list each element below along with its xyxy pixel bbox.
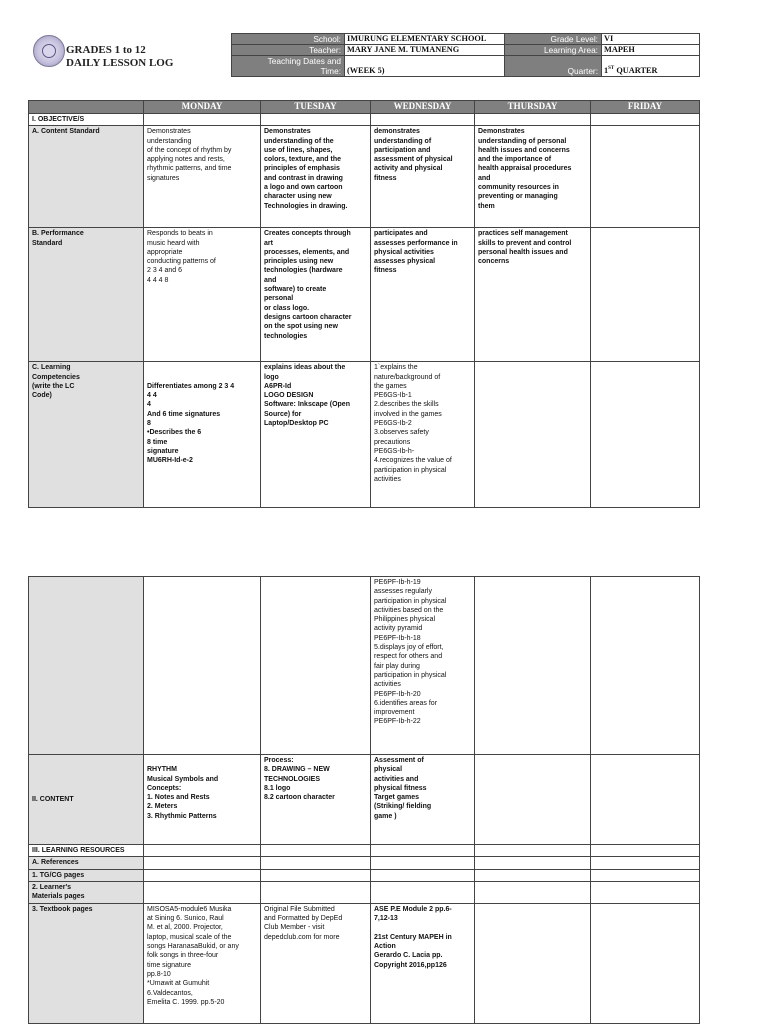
document-title bbox=[66, 44, 173, 70]
textbook-wednesday: ASE P.E Module 2 pp.6- 7,12-13 21st Century MAPEH in Action Gerardo C. Lacia pp. Copyright 2016,pp126 bbox=[371, 903, 475, 1023]
teacher-label: Teacher: bbox=[232, 45, 345, 56]
teacher-value: MARY JANE M. TUMANENG bbox=[345, 45, 505, 56]
dates-label-line-1: Teaching Dates and bbox=[267, 56, 341, 66]
day-header-wednesday: WEDNESDAY bbox=[371, 101, 475, 114]
title-line-2: DAILY LESSON LOG bbox=[66, 57, 174, 69]
competencies-monday: Differentiates among 2 3 4 4 4 4 And 6 time signatures 8 •Describes the 6 8 time signature MU6RH-Id-e-2 bbox=[144, 362, 261, 508]
quarter-number: 1 bbox=[604, 66, 609, 75]
textbook-thursday bbox=[475, 903, 591, 1023]
competencies-cont-monday bbox=[144, 577, 261, 755]
day-header-tuesday: TUESDAY bbox=[261, 101, 371, 114]
header-info-table bbox=[231, 33, 700, 77]
performance-standard-thursday: practices self management skills to prevent and control personal health issues and concerns bbox=[475, 228, 591, 362]
content-thursday bbox=[475, 755, 591, 845]
competencies-cont-tuesday bbox=[261, 577, 371, 755]
competencies-label: C. Learning Competencies (write the LC Code) bbox=[29, 362, 144, 508]
content-standard-monday: Demonstrates understanding of the concept of rhythm by applying notes and rests, rhythmic patterns, and time signatures bbox=[144, 126, 261, 228]
area-value: MAPEH bbox=[602, 45, 700, 56]
content-standard-thursday: Demonstrates understanding of personal health issues and concerns and the importance of health appraisal procedures and community resources in preventing or managing them bbox=[475, 126, 591, 228]
performance-standard-friday bbox=[591, 228, 700, 362]
content-monday: RHYTHM Musical Symbols and Concepts: 1. Notes and Rests 2. Meters 3. Rhythmic Patterns bbox=[144, 755, 261, 845]
textbook-pages-label: 3. Textbook pages bbox=[29, 903, 144, 1023]
competencies-cont-label bbox=[29, 577, 144, 755]
performance-standard-label: B. Performance Standard bbox=[29, 228, 144, 362]
title-line-1: GRADES 1 to 12 bbox=[66, 44, 146, 56]
content-standard-friday bbox=[591, 126, 700, 228]
school-label: School: bbox=[232, 34, 345, 45]
area-label: Learning Area: bbox=[505, 45, 602, 56]
competencies-wednesday: 1`explains the nature/background of the games PE6GS-Ib-1 2.describes the skills involved in the games PE6GS-Ib-2 3.observes safety precautions PE6GS-Ib-h- 4.recognizes the value of participation in physical activities bbox=[371, 362, 475, 508]
day-header-friday: FRIDAY bbox=[591, 101, 700, 114]
day-header-thursday: THURSDAY bbox=[475, 101, 591, 114]
dates-value: (WEEK 5) bbox=[345, 56, 505, 77]
references-label: A. References bbox=[29, 857, 144, 869]
quarter-text: QUARTER bbox=[614, 66, 658, 75]
content-wednesday: Assessment of physical activities and physical fitness Target games (Striking/ fielding game ) bbox=[371, 755, 475, 845]
quarter-label: Quarter: bbox=[505, 56, 602, 77]
performance-standard-monday: Responds to beats in music heard with appropriate conducting patterns of 2 3 4 and 6 4 4 4 8 bbox=[144, 228, 261, 362]
content-standard-wednesday: demonstrates understanding of participation and assessment of physical activity and physical fitness bbox=[371, 126, 475, 228]
textbook-tuesday: Original File Submitted and Formatted by DepEd Club Member - visit depedclub.com for more bbox=[261, 903, 371, 1023]
learner-materials-label: 2. Learner's Materials pages bbox=[29, 881, 144, 903]
tg-pages-label: 1. TG/CG pages bbox=[29, 869, 144, 881]
competencies-tuesday: explains ideas about the logo A6PR-Id LOGO DESIGN Software: Inkscape (Open Source) for Laptop/Desktop PC bbox=[261, 362, 371, 508]
resources-label: III. LEARNING RESOURCES bbox=[29, 845, 144, 857]
textbook-monday: MISOSA5-module6 Musika at Sining 6. Sunico, Raul M. et al, 2000. Projector, laptop, musical scale of the songs HaranasaBukid, or any folk songs in three-four time signature pp.8-10 *Umawit at Gumuhit 6.Valdecantos, Emelita C. 1999. pp.5-20 bbox=[144, 903, 261, 1023]
lesson-log-table-page1 bbox=[28, 100, 700, 508]
dates-label bbox=[232, 56, 345, 77]
content-label: II. CONTENT bbox=[29, 755, 144, 845]
dates-label-line-2: Time: bbox=[320, 66, 341, 76]
school-value: IMURUNG ELEMENTARY SCHOOL bbox=[345, 34, 505, 45]
grade-value: VI bbox=[602, 34, 700, 45]
day-header-monday: MONDAY bbox=[144, 101, 261, 114]
content-friday bbox=[591, 755, 700, 845]
competencies-thursday bbox=[475, 362, 591, 508]
performance-standard-tuesday: Creates concepts through art processes, elements, and principles using new technologies (hardware and software) to create personal or class logo. designs cartoon character on the spot using new technologies bbox=[261, 228, 371, 362]
competencies-friday bbox=[591, 362, 700, 508]
performance-standard-wednesday: participates and assesses performance in physical activities assesses physical fitness bbox=[371, 228, 475, 362]
objectives-label: I. OBJECTIVE/S bbox=[29, 114, 144, 126]
deped-seal-logo bbox=[33, 35, 65, 67]
competencies-cont-wednesday: PE6PF-Ib-h-19 assesses regularly participation in physical activities based on the Philippines physical activity pyramid PE6PF-Ib-h-18 5.displays joy of effort, respect for others and fair play during participation in physical activities PE6PF-Ib-h-20 6.identifies areas for improvement PE6PF-Ib-h-22 bbox=[371, 577, 475, 755]
content-standard-label: A. Content Standard bbox=[29, 126, 144, 228]
grade-label: Grade Level: bbox=[505, 34, 602, 45]
quarter-suffix: ST bbox=[608, 66, 615, 72]
quarter-value bbox=[602, 56, 700, 77]
competencies-cont-thursday bbox=[475, 577, 591, 755]
day-header-blank bbox=[29, 101, 144, 114]
competencies-cont-friday bbox=[591, 577, 700, 755]
content-tuesday: Process: 8. DRAWING – NEW TECHNOLOGIES 8.1 logo 8.2 cartoon character bbox=[261, 755, 371, 845]
content-standard-tuesday: Demonstrates understanding of the use of lines, shapes, colors, texture, and the principles of emphasis and contrast in drawing a logo and own cartoon character using new Technologies in drawing. bbox=[261, 126, 371, 228]
lesson-log-table-page2 bbox=[28, 576, 700, 1024]
textbook-friday bbox=[591, 903, 700, 1023]
